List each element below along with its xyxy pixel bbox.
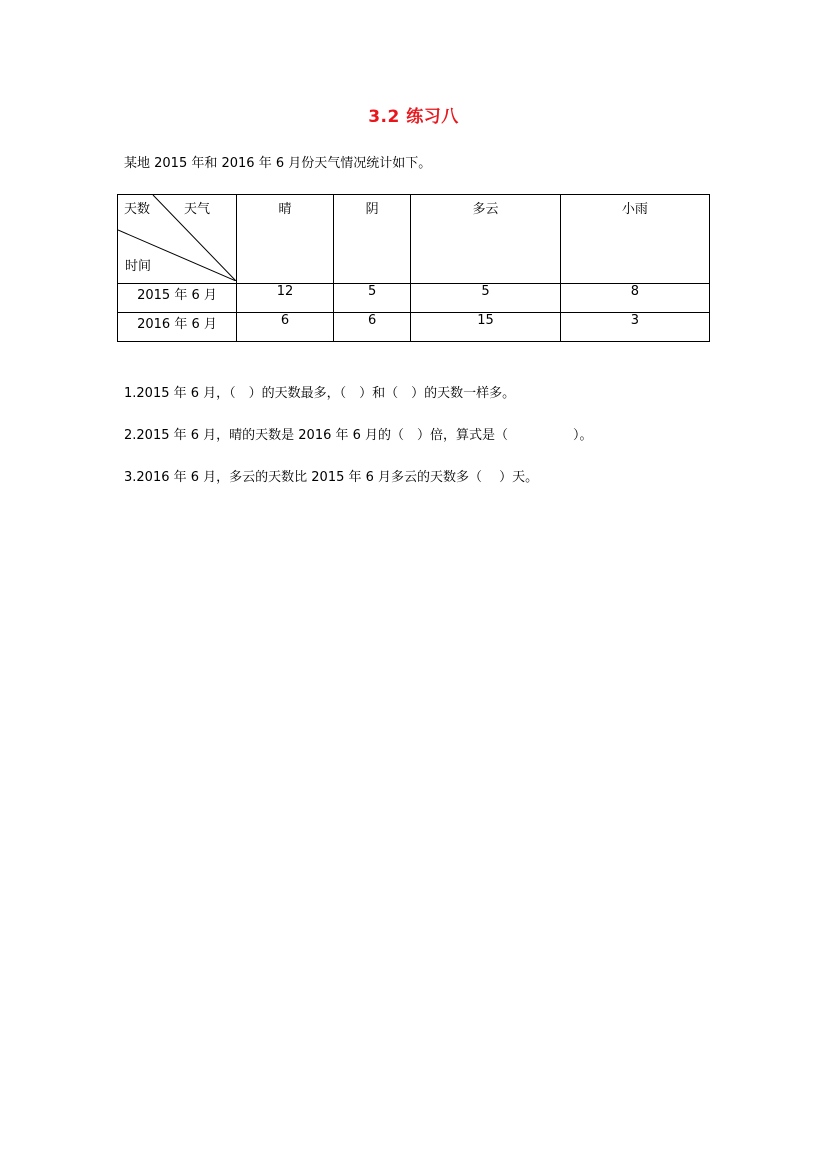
table-header-row xyxy=(118,195,710,284)
table-row xyxy=(118,284,710,313)
question-2: 2.2015 年 6 月，晴的天数是 2016 年 6 月的（ ）倍，算式是（ ）。 xyxy=(124,428,593,443)
cell-2015-cloudy: 5 xyxy=(411,284,560,313)
cell-2016-sunny: 6 xyxy=(237,313,334,342)
table-row xyxy=(118,313,710,342)
corner-label-days: 天数 xyxy=(124,202,151,217)
question-1: 1.2015 年 6 月，（ ）的天数最多，（ ）和（ ）的天数一样多。 xyxy=(124,386,516,401)
cell-2015-sunny: 12 xyxy=(237,284,334,313)
cell-2015-light-rain: 8 xyxy=(560,284,709,313)
column-header-cloudy: 多云 xyxy=(411,195,560,284)
row-label-2016: 2016 年 6 月 xyxy=(118,313,237,342)
question-3: 3.2016 年 6 月，多云的天数比 2015 年 6 月多云的天数多（ ）天。 xyxy=(124,470,539,485)
cell-2015-overcast: 5 xyxy=(333,284,410,313)
corner-header-cell xyxy=(118,195,237,284)
cell-2016-light-rain: 3 xyxy=(560,313,709,342)
column-header-sunny: 晴 xyxy=(237,195,334,284)
corner-label-time: 时间 xyxy=(125,259,152,274)
cell-2016-cloudy: 15 xyxy=(411,313,560,342)
weather-table xyxy=(117,194,710,342)
intro-text: 某地 2015 年和 2016 年 6 月份天气情况统计如下。 xyxy=(124,156,432,171)
page-title: 3.2 练习八 xyxy=(368,107,459,127)
cell-2016-overcast: 6 xyxy=(333,313,410,342)
corner-label-weather: 天气 xyxy=(184,202,211,217)
column-header-overcast: 阴 xyxy=(333,195,410,284)
row-label-2015: 2015 年 6 月 xyxy=(118,284,237,313)
column-header-light-rain: 小雨 xyxy=(560,195,709,284)
